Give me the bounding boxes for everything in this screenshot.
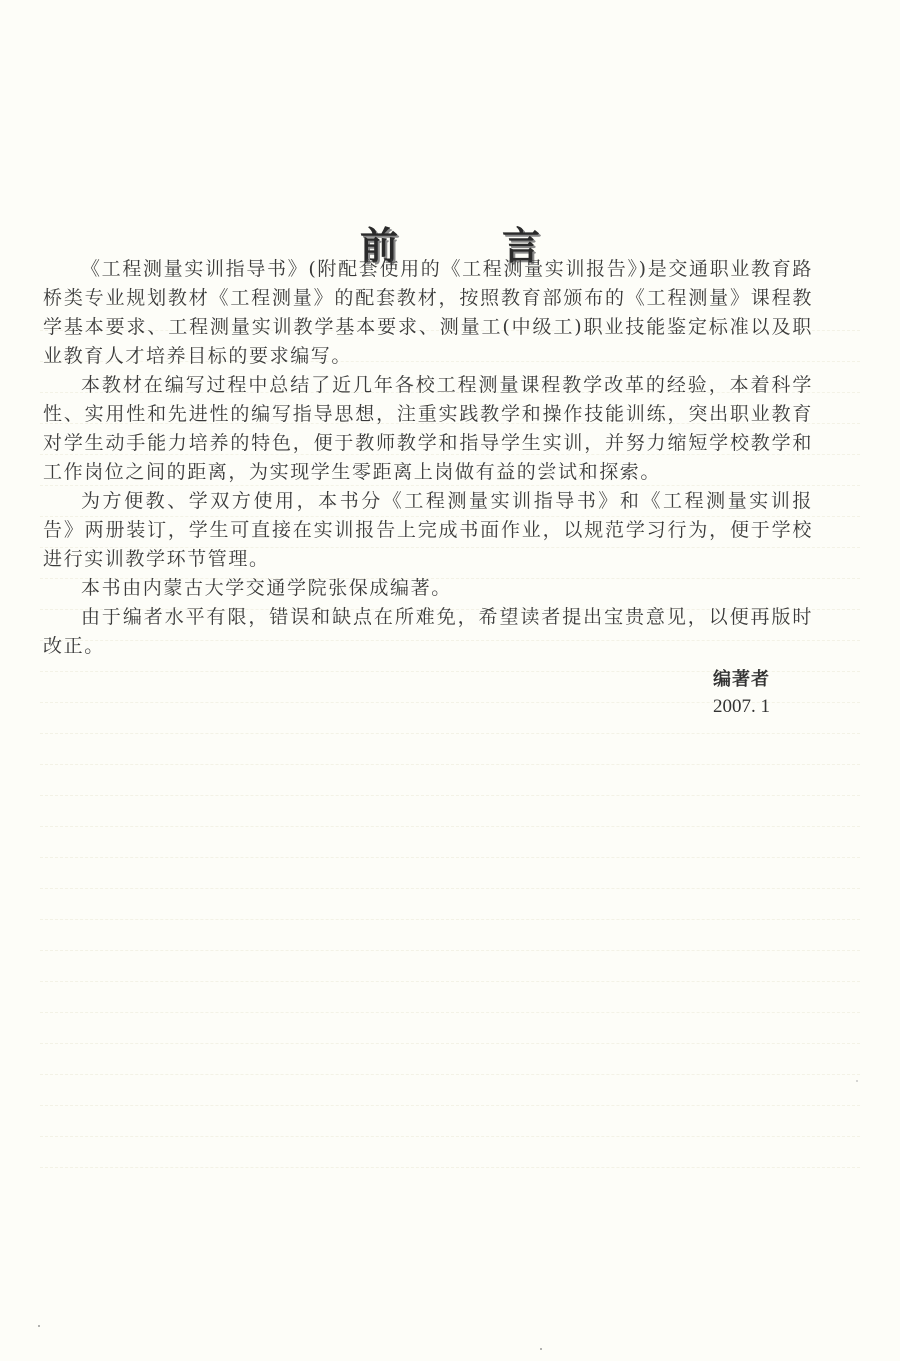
signature-block	[713, 666, 770, 720]
paragraph-3: 为方便教、学双方使用，本书分《工程测量实训指导书》和《工程测量实训报告》两册装订，学生可直接在实训报告上完成书面作业，以规范学习行为，便于学校进行实训教学环节管理。	[43, 490, 813, 570]
scan-speck	[856, 1080, 858, 1082]
paragraph-1: 《工程测量实训指导书》(附配套使用的《工程测量实训报告》)是交通职业教育路桥类专业规划教材《工程测量》的配套教材，按照教育部颁布的《工程测量》课程教学基本要求、工程测量实训教学基本要求、测量工(中级工)职业技能鉴定标准以及职业教育人才培养目标的要求编写。	[43, 258, 813, 367]
signature-author: 编著者	[713, 669, 770, 690]
preface-body	[43, 255, 813, 661]
scan-speck	[540, 1348, 542, 1350]
title-char-2: 言	[502, 224, 541, 269]
paragraph-4: 本书由内蒙古大学交通学院张保成编著。	[81, 577, 452, 599]
paragraph-5: 由于编者水平有限，错误和缺点在所难免，希望读者提出宝贵意见，以便再版时改正。	[43, 606, 813, 657]
title-char-1: 前	[359, 224, 398, 269]
signature-date: 2007. 1	[713, 696, 770, 717]
paragraph-2: 本教材在编写过程中总结了近几年各校工程测量课程教学改革的经验，本着科学性、实用性和先进性的编写指导思想，注重实践教学和操作技能训练，突出职业教育对学生动手能力培养的特色，便于教师教学和指导学生实训，并努力缩短学校教学和工作岗位之间的距离，为实现学生零距离上岗做有益的尝试和探索。	[43, 374, 813, 483]
scan-speck	[38, 1325, 40, 1327]
